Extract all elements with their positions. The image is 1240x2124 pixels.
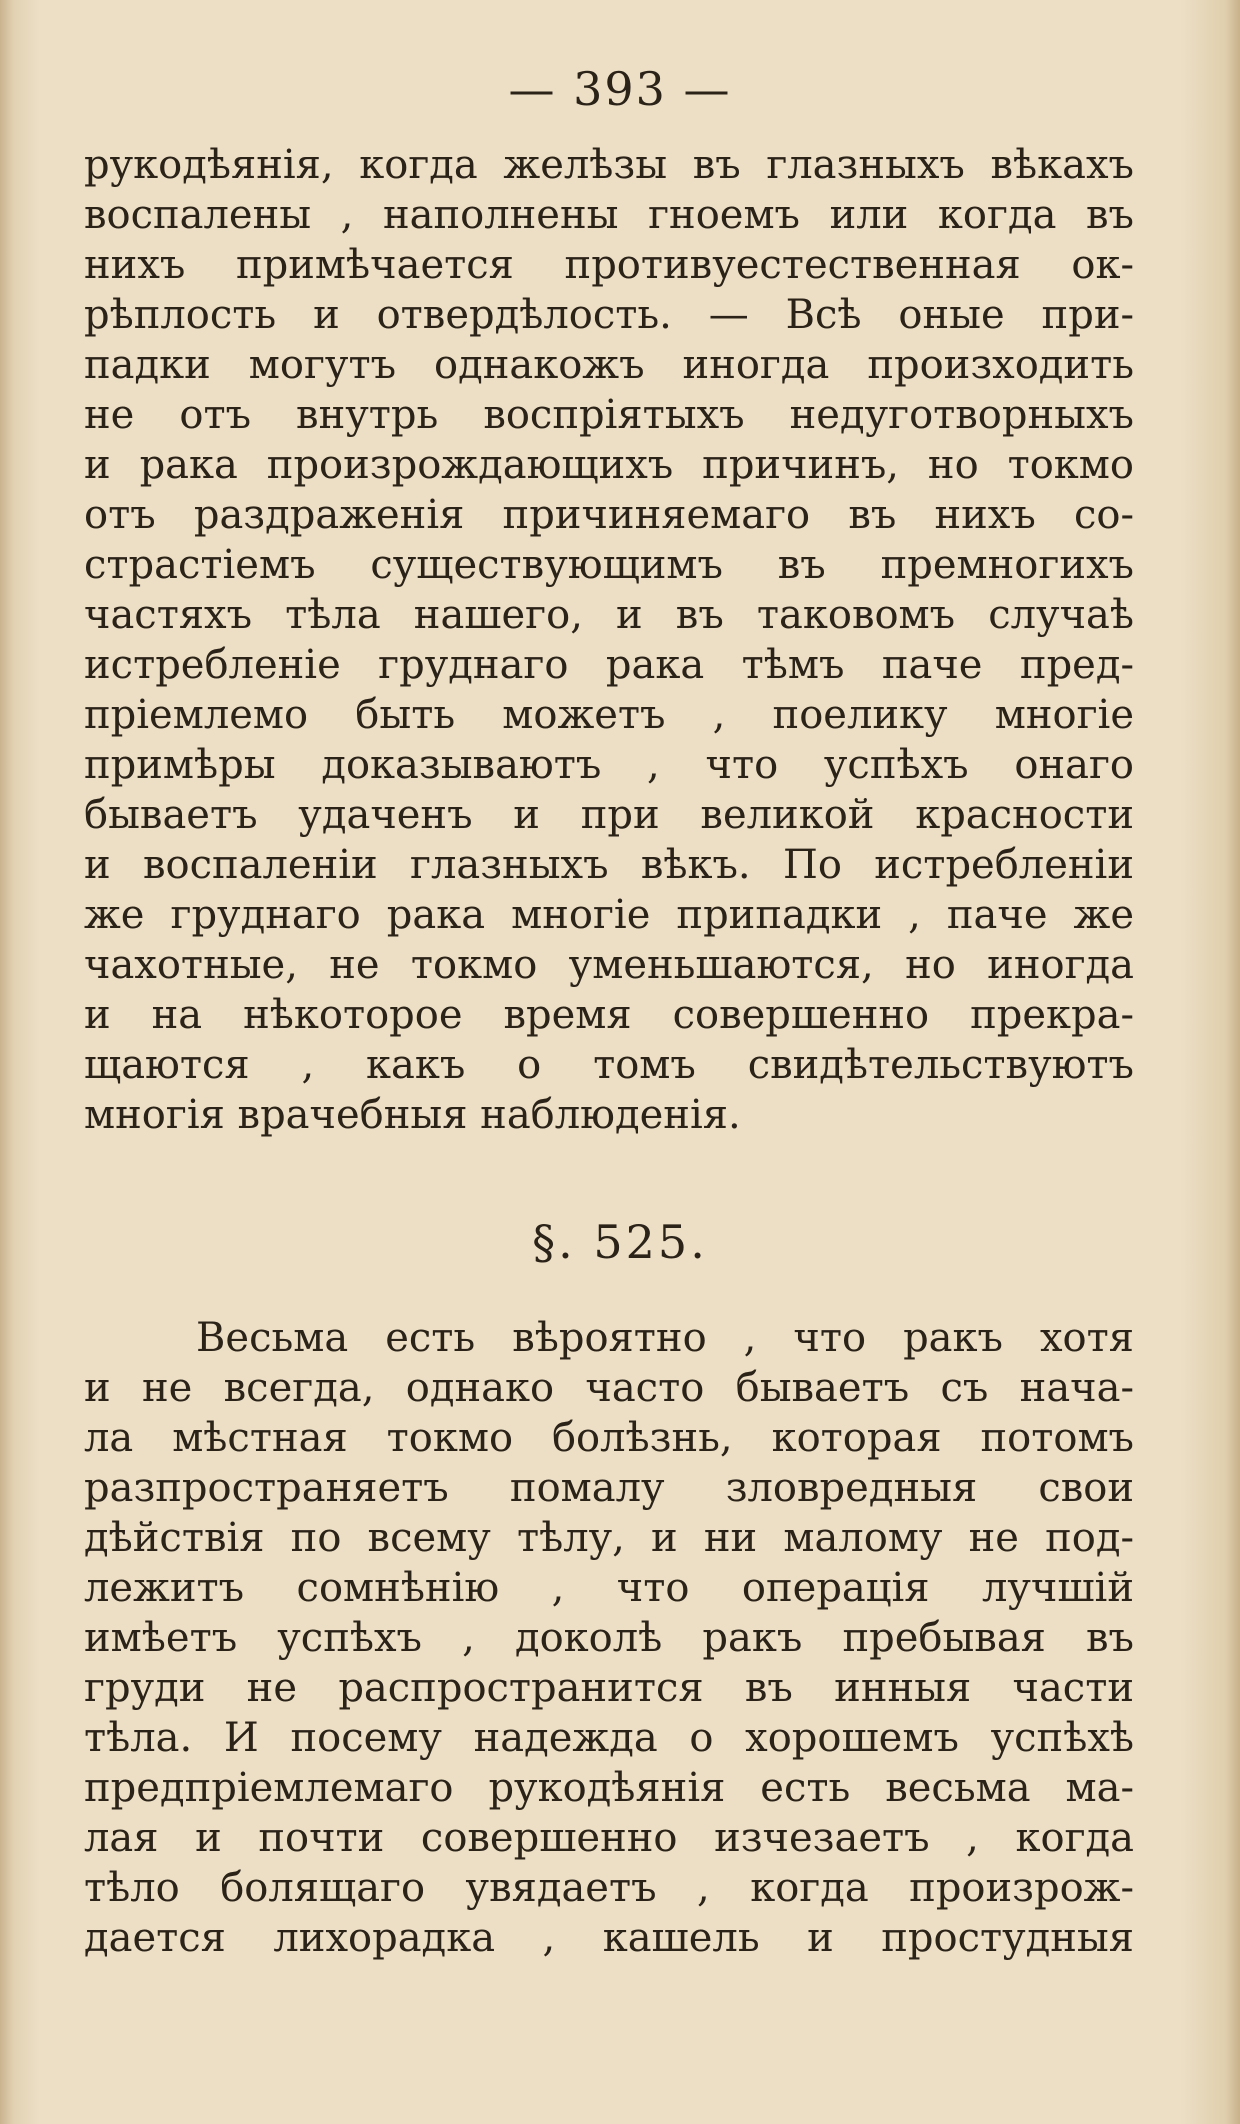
text-line: щаются , какъ о томъ свидѣтельствуютъ [84,1042,1134,1088]
text-line: падки могутъ однакожъ иногда произходить [84,342,1134,388]
text-line: частяхъ тѣла нашего, и въ таковомъ случаѣ [84,592,1134,638]
text-line: чахотные, не токмо уменьшаются, но иногда [84,942,1134,988]
text-line: дѣйствія по всему тѣлу, и ни малому не под- [84,1515,1134,1561]
text-line: груди не распространится въ инныя части [84,1665,1134,1711]
paragraph-continued [84,140,1134,1140]
text-line: лежитъ сомнѣнію , что операція лучшій [84,1565,1134,1611]
text-line: предпріемлемаго рукодѣянія есть весьма ма- [84,1765,1134,1811]
text-line: не отъ внутрь воспріятыхъ недуготворныхъ [84,392,1134,438]
text-line: примѣры доказываютъ , что успѣхъ онаго [84,742,1134,788]
text-line: нихъ примѣчается противуестественная ок- [84,242,1134,288]
text-line: имѣетъ успѣхъ , доколѣ ракъ пребывая въ [84,1615,1134,1661]
text-line: разпространяетъ помалу зловредныя свои [84,1465,1134,1511]
text-line: отъ раздраженія причиняемаго въ нихъ со- [84,492,1134,538]
text-line: Весьма есть вѣроятно , что ракъ хотя [196,1315,1134,1361]
text-line: бываетъ удаченъ и при великой красности [84,792,1134,838]
paragraph-section-525 [84,1313,1134,1963]
text-line: рѣплость и отвердѣлость. — Всѣ оные при- [84,292,1134,338]
text-line: тѣло болящаго увядаетъ , когда произрож- [84,1865,1134,1911]
text-line: и воспаленіи глазныхъ вѣкъ. По истребленіи [84,842,1134,888]
text-line: ла мѣстная токмо болѣзнь, которая потомъ [84,1415,1134,1461]
text-line: и не всегда, однако часто бываетъ съ нача- [84,1365,1134,1411]
text-line: же груднаго рака многіе припадки , паче же [84,892,1134,938]
text-line: истребленіе груднаго рака тѣмъ паче пред- [84,642,1134,688]
text-line: многія врачебныя наблюденія. [84,1092,741,1138]
text-line: тѣла. И посему надежда о хорошемъ успѣхѣ [84,1715,1134,1761]
page-number: — 393 — [508,62,732,116]
text-line: и рака произрождающихъ причинъ, но токмо [84,442,1134,488]
section-heading: §. 525. [532,1215,708,1269]
text-line: дается лихорадка , кашель и простудныя [84,1915,1134,1961]
text-line: рукодѣянія, когда желѣзы въ глазныхъ вѣкахъ [84,142,1134,188]
text-line: пріемлемо быть можетъ , поелику многіе [84,692,1134,738]
text-line: страстіемъ существующимъ въ премногихъ [84,542,1134,588]
text-line: и на нѣкоторое время совершенно прекра- [84,992,1134,1038]
text-line: лая и почти совершенно изчезаетъ , когда [84,1815,1134,1861]
text-line: воспалены , наполнены гноемъ или когда въ [84,192,1134,238]
